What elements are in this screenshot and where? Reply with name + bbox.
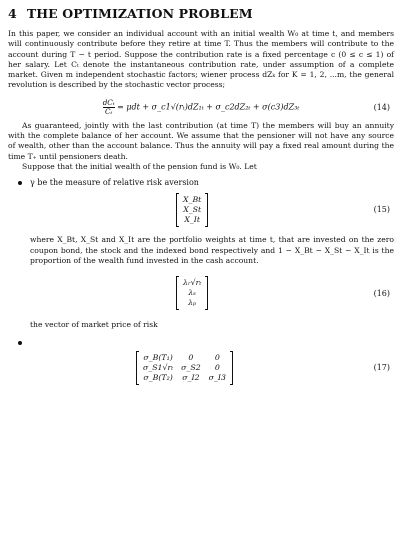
eq16-vector <box>176 276 208 310</box>
eq16-row: λᵣ√rₜ <box>183 278 202 288</box>
paper-page <box>8 6 394 397</box>
eq14-fraction <box>103 99 115 116</box>
equation-15 <box>8 187 394 235</box>
bullet-risk-aversion <box>18 178 394 187</box>
intro-paragraph: In this paper, we consider an individual account with an initial wealth W₀ at time t, and members will continuously contribute before they retire at time T. Thus the members will contribute to the account during T − t period. Suppose the contribution rate is a fixed percentage c (0 ≤ c ≤ 1) of her salary. Let Cₜ denote the instantaneous contribution rate, under assumption of a complete market. Given m independent stochastic factors; wiener process dZₖ for K = 1, 2, ...m, the general revolution is described by the stochastic vector process; <box>8 29 394 90</box>
bullet-dot <box>18 181 22 185</box>
equation-16 <box>8 266 394 320</box>
eq17-cell: σ_I3 <box>208 373 226 383</box>
eq14-numerator: dCₜ <box>102 97 115 107</box>
eq17-cell: σ_B(T₁) <box>143 353 173 363</box>
section-title: THE OPTIMIZATION PROBLEM <box>26 6 253 21</box>
eq15-row: X_St <box>183 205 202 215</box>
bullet-dot <box>18 341 22 345</box>
eq17-cell: σ_S1√rₜ <box>143 363 174 373</box>
equation-17 <box>8 347 394 397</box>
bullet-empty <box>18 338 394 347</box>
eq16-row: λₚ <box>188 298 197 308</box>
eq14-rhs: = μdt + σ_c1√(rₜ)dZ₁ₜ + σ_c2dZ₂ₜ + σ(c3)dZ₃ₜ <box>117 102 300 112</box>
eq15-vector <box>176 193 208 227</box>
eq16-number: (16) <box>373 289 390 299</box>
eq17-cell: σ_S2 <box>181 363 201 373</box>
section-heading <box>8 6 394 21</box>
eq14-denominator: Cₜ <box>103 107 115 116</box>
eq17-cell: 0 <box>214 353 220 363</box>
paragraph-market-price: the vector of market price of risk <box>30 320 158 330</box>
eq17-number: (17) <box>373 363 390 373</box>
eq17-cell: σ_I2 <box>182 373 200 383</box>
eq14-number: (14) <box>373 102 390 112</box>
paragraph-portfolio-weights: where X_Bt, X_St and X_It are the portfolio weights at time t, that are invested on the zero coupon bond, the stock and the indexed bond respectively and 1 − X_Bt − X_St − X_It is the proportion of the wealth fund invested in the cash account. <box>30 235 394 265</box>
eq17-cell: 0 <box>214 363 220 373</box>
bullet-text: γ be the measure of relative risk aversion <box>30 178 199 188</box>
eq15-number: (15) <box>373 205 390 215</box>
eq17-matrix <box>136 351 233 385</box>
eq15-row: X_Bt <box>183 195 202 205</box>
eq15-row: X_It <box>184 215 200 225</box>
paragraph-initial-wealth: Suppose that the initial wealth of the pension fund is W₀. Let <box>22 161 257 171</box>
section-number: 4 <box>8 6 17 21</box>
eq16-row: λₛ <box>188 288 196 298</box>
eq17-cell: σ_B(T₂) <box>143 373 173 383</box>
eq17-cell: 0 <box>188 353 194 363</box>
paragraph-annuity: As guaranteed, jointly with the last contribution (at time T) the members will buy an annuity with the complete balance of her account. We assume that the pensioner will not have any source of wealth, other than the account balance. Thus the annuity will pay a fixed real amount during the time T₊ until pensioners death. <box>8 120 394 161</box>
equation-14 <box>8 91 394 121</box>
